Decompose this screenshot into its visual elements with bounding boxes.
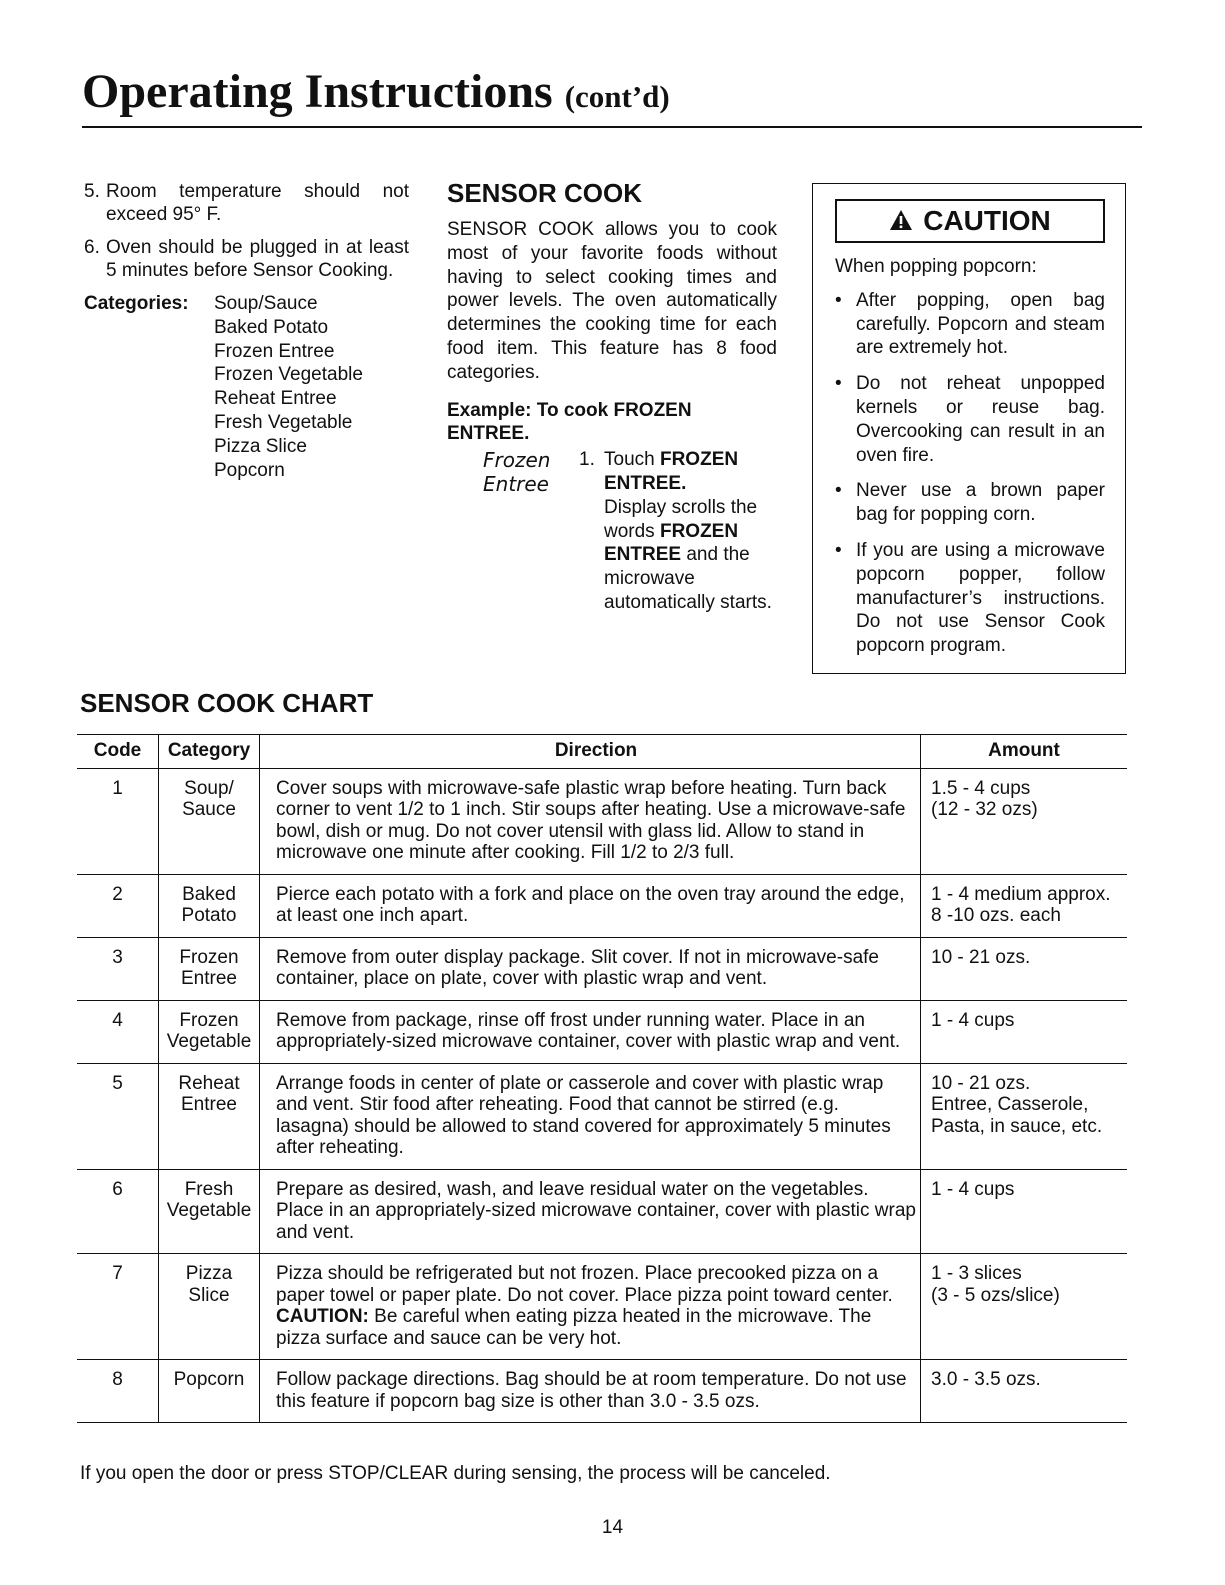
cell-code: 4 — [77, 1000, 159, 1063]
cell-direction: Arrange foods in center of plate or casserole and cover with plastic wrap and vent. Stir food after reheating. Food that cannot be stirred (e.g. lasagna) should be allowed to stand covered for approximately 5 minutes after reheating. — [260, 1063, 921, 1169]
table-row — [77, 937, 1127, 1000]
category-line: Vegetable — [166, 1031, 252, 1052]
cell-direction: Cover soups with microwave-safe plastic wrap before heating. Turn back corner to vent 1/2 to 1 inch. Stir soups after heating. Use a microwave-safe bowl, dish or mug. Do not cover utensil with glass lid. Allow to stand in microwave one minute after cooking. Fill 1/2 to 2/3 full. — [260, 768, 921, 874]
page-number: 14 — [601, 1517, 624, 1538]
cell-code: 6 — [77, 1169, 159, 1254]
cell-category — [159, 1254, 260, 1360]
cell-amount — [921, 1169, 1128, 1254]
table-row — [77, 874, 1127, 937]
cell-code: 7 — [77, 1254, 159, 1360]
cell-category — [159, 874, 260, 937]
cell-amount — [921, 768, 1128, 874]
amount-line: 1.5 - 4 cups — [931, 777, 1031, 799]
example-step — [579, 448, 777, 615]
amount-line: 8 -10 ozs. each — [931, 905, 1061, 926]
amount-line: 1 - 3 slices — [931, 1263, 1022, 1284]
item-number: 5. — [84, 181, 100, 202]
table-row — [77, 1254, 1127, 1360]
category-item: Baked Potato — [214, 316, 329, 338]
step-text — [604, 448, 777, 615]
direction-text: Be careful when eating pizza heated in the microwave. The pizza surface and sauce can be very hot. — [276, 1306, 872, 1349]
cell-code: 8 — [77, 1360, 159, 1423]
bullet-text: Do not reheat unpopped kernels or reuse bag. Overcooking can result in an oven fire. — [856, 373, 1105, 466]
caution-bullet — [835, 539, 1105, 658]
cell-direction — [260, 1254, 921, 1360]
cell-direction: Prepare as desired, wash, and leave residual water on the vegetables. Place in an appropriately-sized microwave container, cover with plastic wrap and vent. — [260, 1169, 921, 1254]
left-column — [84, 180, 409, 482]
table-row — [77, 1169, 1127, 1254]
category-item: Popcorn — [214, 459, 285, 481]
caution-bullet — [835, 289, 1105, 360]
amount-line: Entree, Casserole, Pasta, in sauce, etc. — [931, 1094, 1103, 1137]
table-row — [77, 1000, 1127, 1063]
list-item — [84, 180, 409, 226]
page-title-text: Operating Instructions — [82, 65, 553, 118]
col-header-amount: Amount — [921, 735, 1128, 769]
step-touch-bold: FROZEN ENTREE. — [604, 449, 739, 494]
amount-line: (12 - 32 ozs) — [931, 799, 1038, 820]
key-label-line2: Entree — [483, 472, 549, 497]
bullet-dot-icon: • — [835, 289, 842, 311]
category-line: Reheat — [178, 1072, 240, 1094]
cell-code: 2 — [77, 874, 159, 937]
category-item: Pizza Slice — [214, 435, 307, 457]
category-line: Soup/ — [184, 777, 234, 799]
cell-amount — [921, 1254, 1128, 1360]
table-header-row — [77, 735, 1127, 769]
amount-line: 3.0 - 3.5 ozs. — [931, 1369, 1041, 1390]
category-item: Soup/Sauce — [214, 293, 318, 314]
col-header-category: Category — [159, 735, 260, 769]
col-header-direction: Direction — [260, 735, 921, 769]
bullet-dot-icon: • — [835, 539, 842, 561]
caution-bullet — [835, 479, 1105, 527]
amount-line: 1 - 4 cups — [931, 1178, 1015, 1200]
step-display-bold: FROZEN ENTREE — [604, 520, 739, 566]
footer-note: If you open the door or press STOP/CLEAR during sensing, the process will be canceled. — [80, 1463, 831, 1484]
direction-text: Pizza should be refrigerated but not frozen. Place precooked pizza on a paper towel or paper plate. Do not cover. Place pizza point toward center. — [276, 1263, 893, 1306]
sensor-cook-heading: SENSOR COOK — [447, 178, 643, 208]
example-label: Example: To cook FROZEN ENTREE. — [447, 399, 692, 445]
cell-direction: Remove from package, rinse off frost under running water. Place in an appropriately-sized microwave container, cover with plastic wrap and vent. — [260, 1000, 921, 1063]
bullet-text: Never use a brown paper bag for popping corn. — [856, 480, 1105, 526]
category-item: Fresh Vegetable — [214, 411, 353, 433]
cell-category — [159, 937, 260, 1000]
category-item: Frozen Vegetable — [214, 364, 363, 386]
sensor-cook-chart — [77, 734, 1127, 1423]
step-number: 1. — [579, 449, 595, 471]
step-display: Display scrolls the words — [604, 496, 758, 542]
key-label-line1: Frozen — [483, 448, 551, 473]
bullet-dot-icon: • — [835, 373, 842, 395]
item-number: 6. — [84, 237, 100, 258]
category-line: Sauce — [182, 799, 236, 820]
cell-code: 3 — [77, 937, 159, 1000]
cell-direction: Remove from outer display package. Slit cover. If not in microwave-safe container, place on plate, cover with plastic wrap and vent. — [260, 937, 921, 1000]
page-title-suffix: (cont’d) — [564, 79, 670, 114]
cell-category — [159, 1360, 260, 1423]
cell-code: 5 — [77, 1063, 159, 1169]
chart-title: SENSOR COOK CHART — [80, 688, 374, 718]
table-row — [77, 768, 1127, 874]
category-line: Popcorn — [173, 1369, 245, 1390]
direction-caution: CAUTION: — [276, 1306, 369, 1327]
cell-amount — [921, 874, 1128, 937]
category-line: Potato — [181, 905, 237, 926]
cell-amount — [921, 1000, 1128, 1063]
warning-triangle-icon — [889, 209, 913, 234]
category-line: Frozen — [179, 1009, 239, 1031]
category-line: Vegetable — [166, 1200, 252, 1221]
category-line: Pizza — [185, 1263, 233, 1284]
category-line: Entree — [181, 1094, 237, 1115]
sensor-cook-intro: SENSOR COOK allows you to cook most of your favorite foods without having to select cooking times and power levels. The oven automatically determines the cooking time for each food item. This feature has 8 food categories. — [447, 219, 777, 383]
cell-category — [159, 768, 260, 874]
cell-amount — [921, 1063, 1128, 1169]
category-line: Entree — [181, 968, 237, 989]
caution-title: CAUTION — [923, 205, 1051, 237]
caution-bullet — [835, 372, 1105, 467]
bullet-dot-icon: • — [835, 480, 842, 502]
category-line: Frozen — [179, 946, 239, 968]
bullet-text: If you are using a microwave popcorn popper, follow manufacturer’s instructions. Do not use Sensor Cook popcorn program. — [856, 539, 1105, 657]
step-display-end: and the microwave automatically starts. — [604, 544, 772, 613]
amount-line: (3 - 5 ozs/slice) — [931, 1284, 1060, 1306]
example-row — [447, 448, 777, 615]
category-line: Baked — [182, 883, 236, 905]
col-header-code: Code — [77, 735, 159, 769]
bullet-text: After popping, open bag carefully. Popcorn and steam are extremely hot. — [856, 289, 1105, 359]
cell-direction: Follow package directions. Bag should be at room temperature. Do not use this feature if popcorn bag size is other than 3.0 - 3.5 ozs. — [260, 1360, 921, 1423]
page-title — [82, 62, 1142, 127]
cell-category — [159, 1063, 260, 1169]
category-item: Frozen Entree — [214, 340, 335, 362]
page-header — [82, 62, 1142, 128]
item-text: Oven should be plugged in at least 5 minutes before Sensor Cooking. — [106, 237, 409, 281]
amount-line: 10 - 21 ozs. — [931, 946, 1031, 968]
frozen-entree-key — [447, 448, 579, 615]
list-item — [84, 236, 409, 282]
amount-line: 10 - 21 ozs. — [931, 1072, 1031, 1094]
table-row — [77, 1063, 1127, 1169]
cell-category — [159, 1000, 260, 1063]
categories-label: Categories: — [84, 293, 189, 314]
caution-intro: When popping popcorn: — [835, 256, 1037, 277]
cell-amount — [921, 937, 1128, 1000]
categories-list — [214, 292, 363, 482]
amount-line: 1 - 4 cups — [931, 1009, 1015, 1031]
cell-amount — [921, 1360, 1128, 1423]
cell-code: 1 — [77, 768, 159, 874]
sensor-cook-section — [447, 178, 777, 615]
table-row — [77, 1360, 1127, 1423]
categories-block — [84, 292, 409, 482]
cell-category — [159, 1169, 260, 1254]
category-item: Reheat Entree — [214, 388, 337, 410]
cell-direction: Pierce each potato with a fork and place on the oven tray around the edge, at least one inch apart. — [260, 874, 921, 937]
category-line: Slice — [188, 1284, 230, 1306]
item-text: Room temperature should not exceed 95° F. — [106, 181, 409, 225]
caution-box — [812, 183, 1126, 674]
caution-header — [835, 199, 1105, 243]
caution-bullets — [835, 289, 1105, 658]
step-touch: Touch — [604, 449, 660, 471]
amount-line: 1 - 4 medium approx. — [931, 883, 1111, 905]
category-line: Fresh — [184, 1178, 234, 1200]
